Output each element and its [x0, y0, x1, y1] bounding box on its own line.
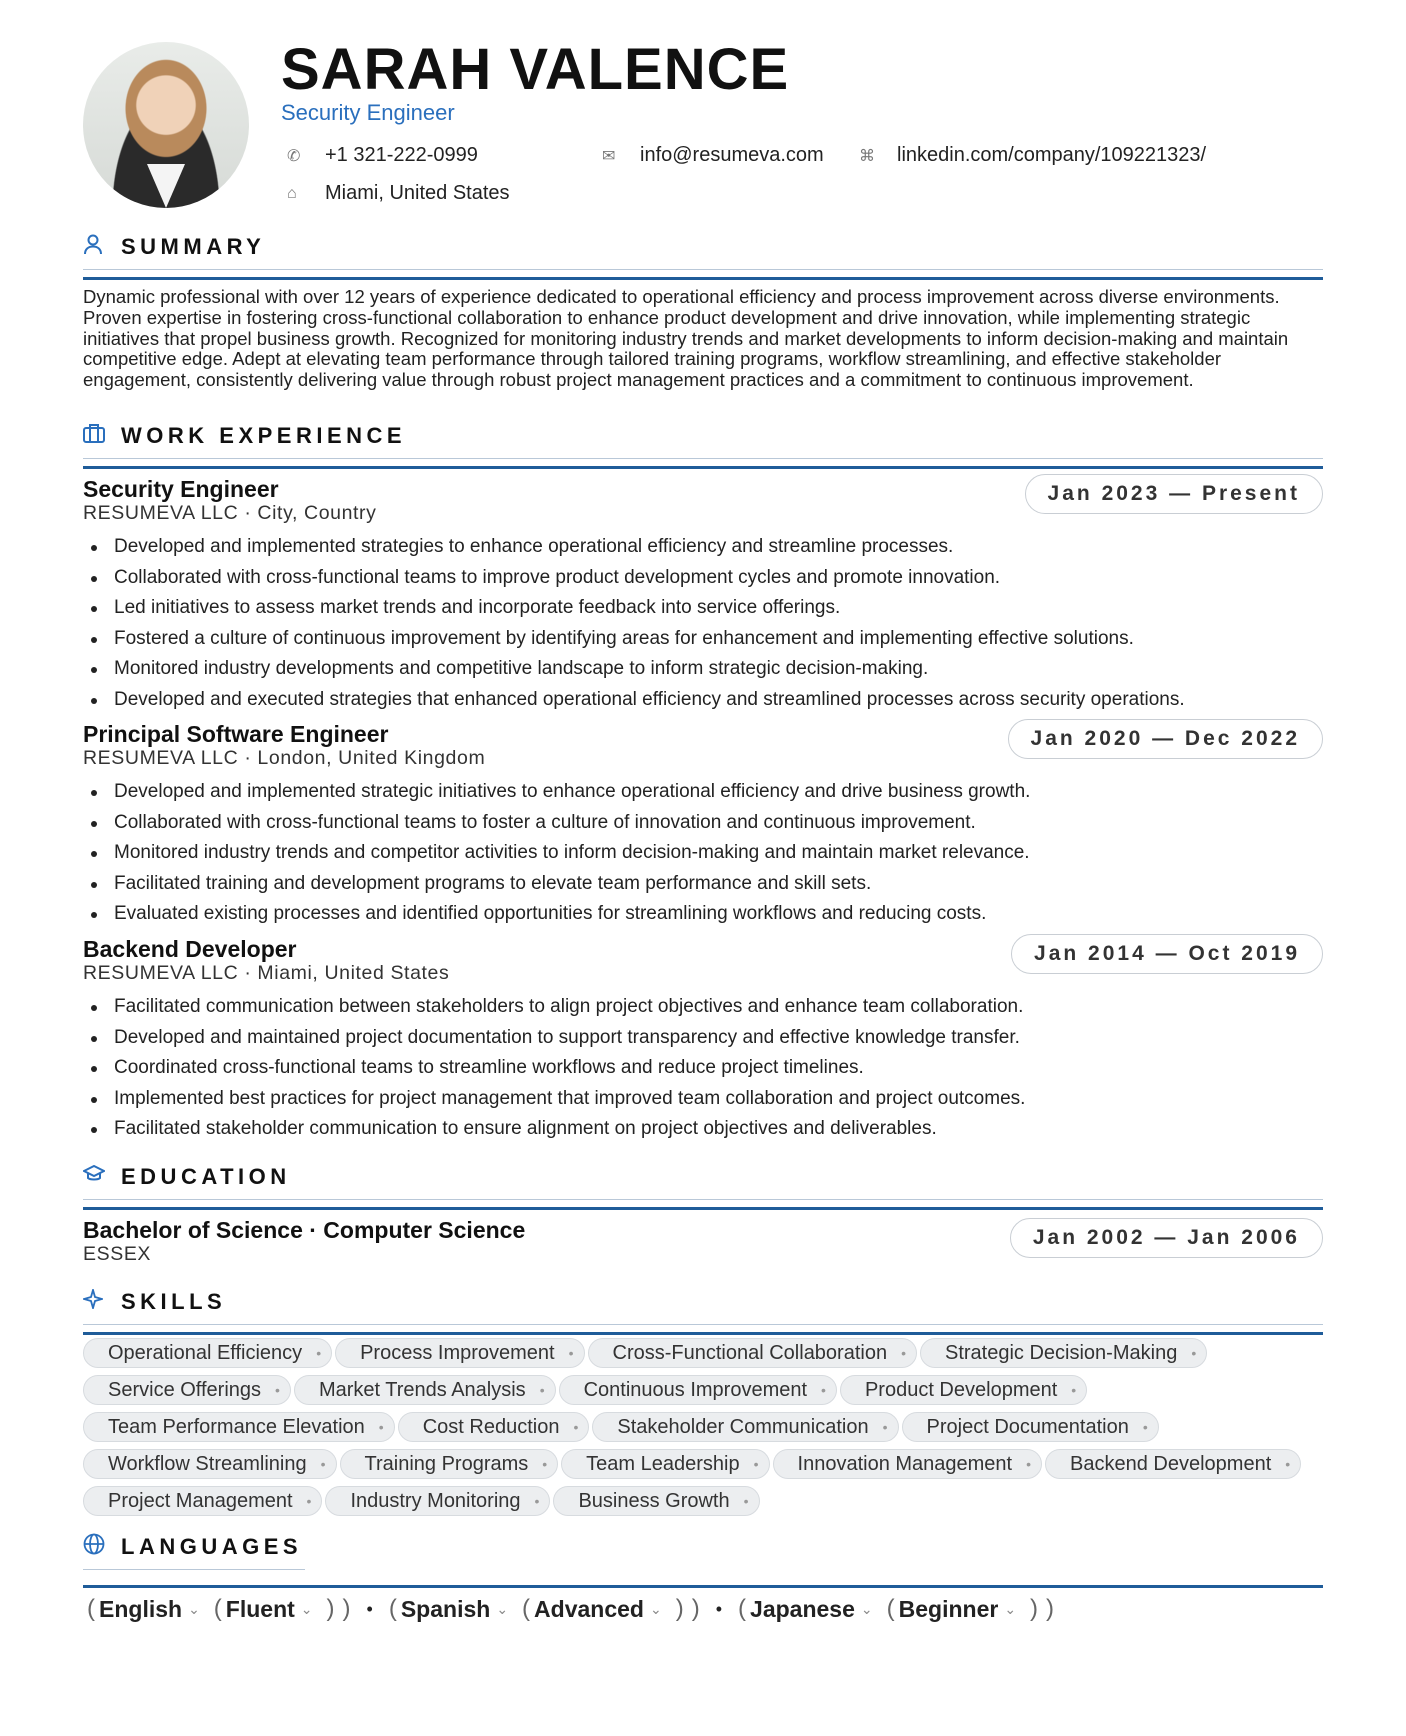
- job-dates: Jan 2020 — Dec 2022: [1008, 719, 1323, 759]
- phone-icon: ✆: [287, 147, 301, 165]
- job-bullet: Developed and implemented strategies to enhance operational efficiency and streamline processes.: [83, 532, 1323, 563]
- language-level: Fluent: [225, 1595, 295, 1622]
- briefcase-icon: [83, 423, 121, 449]
- skill-label: Continuous Improvement: [583, 1378, 808, 1401]
- job-title: Principal Software Engineer: [83, 721, 389, 747]
- work-section-header: [83, 422, 1323, 450]
- skill-chip: [561, 1449, 769, 1479]
- skill-dot: •: [1191, 1345, 1197, 1361]
- languages-list: [83, 1595, 1058, 1623]
- resume-page: [83, 0, 1323, 1622]
- section-title-education: EDUCATION: [121, 1164, 291, 1189]
- skill-chip: [920, 1338, 1207, 1368]
- skill-chip: [340, 1449, 559, 1479]
- email-text[interactable]: info@resumeva.com: [640, 144, 824, 166]
- skill-dot: •: [882, 1419, 888, 1435]
- skill-label: Team Performance Elevation: [108, 1415, 365, 1438]
- job-bullet: Fostered a culture of continuous improvement by identifying areas for enhancement and implementing effective solutions.: [83, 624, 1323, 655]
- skill-label: Industry Monitoring: [350, 1489, 521, 1512]
- skill-chip: [335, 1338, 584, 1368]
- skill-label: Workflow Streamlining: [108, 1452, 307, 1475]
- skill-dot: •: [542, 1456, 548, 1472]
- education-dates: Jan 2002 — Jan 2006: [1010, 1218, 1323, 1258]
- avatar: [83, 42, 249, 208]
- job-bullet: Led initiatives to assess market trends and incorporate feedback into service offerings.: [83, 593, 1323, 624]
- chevron-down-icon: ⌄: [860, 1600, 873, 1617]
- graduation-cap-icon: [83, 1165, 121, 1189]
- skill-chip: [83, 1486, 322, 1516]
- skill-label: Innovation Management: [797, 1452, 1013, 1475]
- job-company: RESUMEVA LLC · London, United Kingdom: [83, 747, 486, 769]
- resume-header: [83, 0, 1323, 220]
- candidate-role: Security Engineer: [281, 100, 455, 125]
- skill-dot: •: [1142, 1419, 1148, 1435]
- job-bullet: Collaborated with cross-functional teams to foster a culture of innovation and continuous improvement.: [83, 808, 1323, 839]
- skill-chip: [553, 1486, 759, 1516]
- skills-list: [83, 1338, 1323, 1516]
- skill-chip: [83, 1449, 337, 1479]
- skill-label: Business Growth: [578, 1489, 730, 1512]
- skill-label: Team Leadership: [586, 1452, 740, 1475]
- section-title-work: WORK EXPERIENCE: [121, 423, 407, 448]
- skill-chip: [83, 1375, 291, 1405]
- chevron-down-icon: ⌄: [649, 1600, 662, 1617]
- skill-label: Operational Efficiency: [108, 1341, 303, 1364]
- language-separator: •: [715, 1598, 723, 1619]
- language-name: English: [99, 1595, 183, 1622]
- skill-chip: [902, 1412, 1159, 1442]
- skill-label: Product Development: [864, 1378, 1058, 1401]
- skill-dot: •: [534, 1493, 540, 1509]
- skill-dot: •: [573, 1419, 579, 1435]
- user-icon: [83, 233, 121, 261]
- skill-dot: •: [306, 1493, 312, 1509]
- section-title-skills: SKILLS: [121, 1289, 227, 1314]
- education-entry: [83, 1217, 1323, 1265]
- skill-dot: •: [275, 1382, 280, 1398]
- skill-chip: [1045, 1449, 1301, 1479]
- skill-label: Market Trends Analysis: [318, 1378, 526, 1401]
- section-title-languages: LANGUAGES: [121, 1534, 303, 1559]
- job-bullet: Monitored industry developments and competitive landscape to inform strategic decision-making.: [83, 654, 1323, 685]
- skill-chip: [294, 1375, 556, 1405]
- skill-chip: [325, 1486, 550, 1516]
- location-text: Miami, United States: [325, 182, 510, 204]
- job-bullet: Facilitated training and development programs to elevate team performance and skill sets.: [83, 869, 1323, 900]
- language-level: Advanced: [534, 1595, 644, 1622]
- job-entry: [83, 936, 1323, 1145]
- job-bullet: Monitored industry trends and competitor activities to inform decision-making and maintain market relevance.: [83, 838, 1323, 869]
- chevron-down-icon: ⌄: [1004, 1600, 1017, 1617]
- sparkle-icon: [83, 1289, 121, 1315]
- job-title: Security Engineer: [83, 476, 279, 502]
- job-bullet: Developed and maintained project documentation to support transparency and effective knowledge transfer.: [83, 1023, 1323, 1054]
- job-bullet: Facilitated stakeholder communication to ensure alignment on project objectives and deliverables.: [83, 1114, 1323, 1145]
- education-degree: Bachelor of Science · Computer Science: [83, 1217, 526, 1243]
- chevron-down-icon: ⌄: [188, 1600, 200, 1617]
- skill-dot: •: [901, 1345, 906, 1361]
- skill-label: Training Programs: [364, 1452, 529, 1475]
- education-school: ESSEX: [83, 1243, 152, 1265]
- skill-chip: [559, 1375, 837, 1405]
- skill-chip: [398, 1412, 590, 1442]
- chevron-down-icon: ⌄: [496, 1600, 509, 1617]
- phone-text: +1 321-222-0999: [325, 144, 478, 166]
- contact-email[interactable]: [602, 144, 824, 167]
- job-bullet: Evaluated existing processes and identified opportunities for streamlining workflows and reducing costs.: [83, 899, 1323, 930]
- chevron-down-icon: ⌄: [300, 1600, 313, 1617]
- skill-chip: [83, 1338, 332, 1368]
- language-item: ( Spanish ⌄ ( Advanced ⌄ ) ): [388, 1595, 700, 1622]
- skill-chip: [840, 1375, 1087, 1405]
- job-bullet: Developed and implemented strategic initiatives to enhance operational efficiency and drive business growth.: [83, 777, 1323, 808]
- skill-label: Cross-Functional Collaboration: [612, 1341, 888, 1364]
- envelope-icon: ✉: [602, 147, 616, 165]
- candidate-name: SARAH VALENCE: [281, 37, 790, 102]
- job-bullets: [83, 992, 1323, 1145]
- job-entry: [83, 721, 1323, 930]
- job-company: RESUMEVA LLC · Miami, United States: [83, 962, 450, 984]
- skill-dot: •: [743, 1493, 749, 1509]
- job-company: RESUMEVA LLC · City, Country: [83, 502, 377, 524]
- skill-label: Service Offerings: [108, 1378, 262, 1401]
- job-bullets: [83, 777, 1323, 930]
- language-separator: •: [366, 1598, 373, 1619]
- contact-phone: [287, 144, 478, 167]
- skills-section-header: [83, 1288, 1323, 1316]
- skill-dot: •: [1026, 1456, 1032, 1472]
- skill-label: Cost Reduction: [422, 1415, 560, 1438]
- skill-label: Strategic Decision-Making: [945, 1341, 1178, 1364]
- summary-section-header: [83, 233, 1323, 261]
- contact-location: [287, 182, 510, 205]
- skill-dot: •: [1071, 1382, 1077, 1398]
- home-icon: ⌂: [287, 184, 297, 202]
- job-bullet: Coordinated cross-functional teams to streamline workflows and reduce project timelines.: [83, 1053, 1323, 1084]
- skill-label: Stakeholder Communication: [617, 1415, 869, 1438]
- skill-dot: •: [539, 1382, 545, 1398]
- language-name: Japanese: [750, 1595, 855, 1622]
- job-bullet: Developed and executed strategies that enhanced operational efficiency and streamlined processes across security operations.: [83, 685, 1323, 716]
- language-level: Beginner: [898, 1595, 999, 1622]
- summary-text: Dynamic professional with over 12 years of experience dedicated to operational efficiency and process improvement across diverse environments. Proven expertise in fostering cross-functional collaboration to enhance product development and drive innovation, while implementing strategic initiatives that propel business growth. Recognized for monitoring industry trends and market developments to inform decision-making and maintain competitive edge. Adept at elevating team performance through tailored training programs, workflow streamlining, and effective stakeholder engagement, consistently delivering value through robust project management practices and a commitment to continuous improvement.: [83, 286, 1289, 391]
- language-name: Spanish: [400, 1595, 491, 1622]
- skill-dot: •: [568, 1345, 574, 1361]
- job-title: Backend Developer: [83, 936, 297, 962]
- skill-dot: •: [753, 1456, 759, 1472]
- skill-chip: [592, 1412, 898, 1442]
- language-item: ( English ⌄ ( Fluent ⌄ ) ): [87, 1595, 351, 1622]
- education-section-header: [83, 1163, 1323, 1191]
- skill-label: Backend Development: [1070, 1452, 1272, 1475]
- job-bullet: Collaborated with cross-functional teams to improve product development cycles and promote innovation.: [83, 563, 1323, 594]
- skill-label: Process Improvement: [360, 1341, 555, 1364]
- skill-dot: •: [316, 1345, 322, 1361]
- section-title-summary: SUMMARY: [121, 234, 266, 259]
- link-icon: ⌘: [859, 147, 875, 165]
- skill-dot: •: [1285, 1456, 1291, 1472]
- skill-chip: [588, 1338, 917, 1368]
- skill-chip: [773, 1449, 1043, 1479]
- job-bullets: [83, 532, 1323, 716]
- language-item: ( Japanese ⌄ ( Beginner ⌄ ) ): [738, 1595, 1055, 1622]
- globe-icon: [83, 1533, 121, 1561]
- skill-dot: •: [378, 1419, 384, 1435]
- job-entry: [83, 476, 1323, 716]
- contact-linkedin[interactable]: [859, 144, 1206, 167]
- languages-section-header: [83, 1533, 1323, 1561]
- skill-dot: •: [821, 1382, 826, 1398]
- job-dates: Jan 2023 — Present: [1025, 474, 1323, 514]
- job-dates: Jan 2014 — Oct 2019: [1011, 934, 1323, 974]
- skill-label: Project Management: [108, 1489, 293, 1512]
- skill-chip: [83, 1412, 395, 1442]
- skill-dot: •: [320, 1456, 326, 1472]
- job-bullet: Implemented best practices for project management that improved team collaboration and project outcomes.: [83, 1084, 1323, 1115]
- skill-label: Project Documentation: [926, 1415, 1129, 1438]
- job-bullet: Facilitated communication between stakeholders to align project objectives and enhance team collaboration.: [83, 992, 1323, 1023]
- linkedin-text[interactable]: linkedin.com/company/109221323/: [897, 144, 1207, 166]
